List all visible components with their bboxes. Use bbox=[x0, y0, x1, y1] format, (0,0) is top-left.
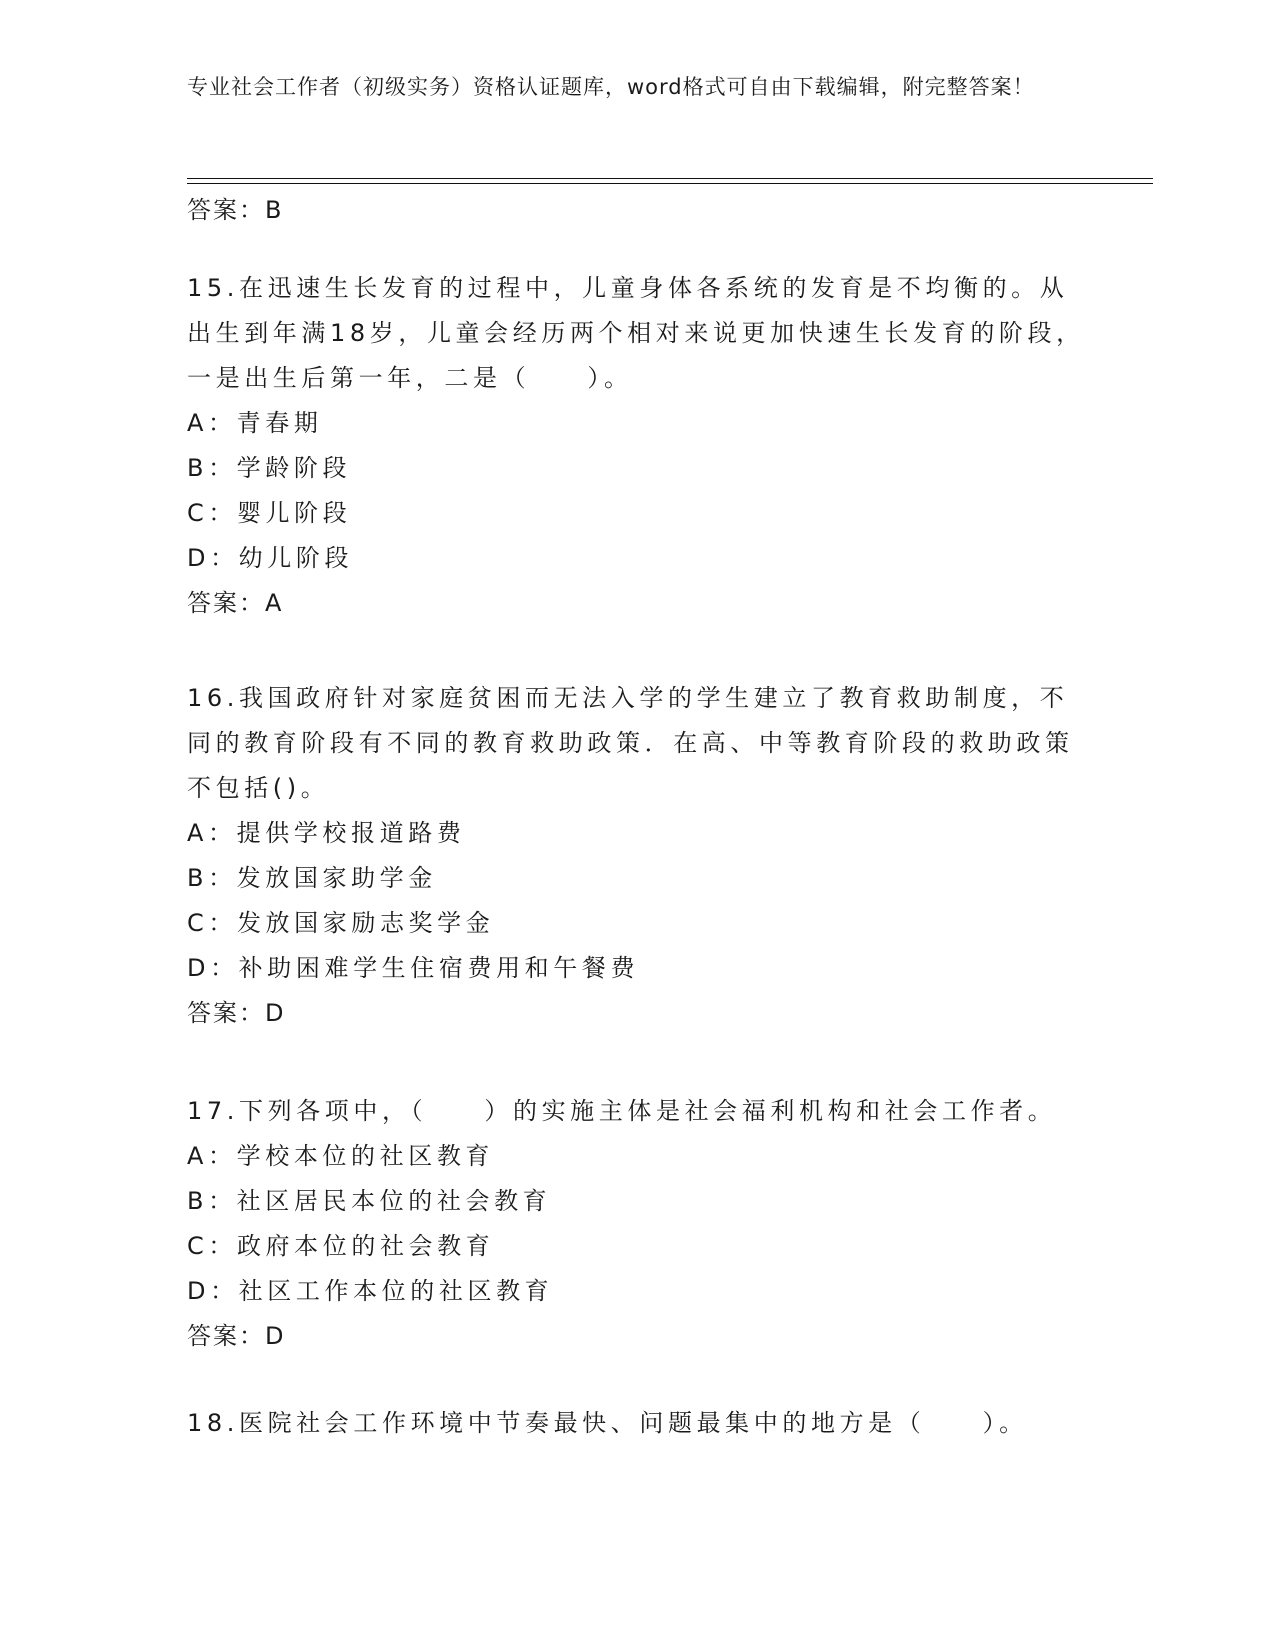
option-a: A：青春期 bbox=[187, 409, 323, 437]
answer-line: 答案：A bbox=[187, 589, 284, 617]
option-c: C：政府本位的社会教育 bbox=[187, 1232, 495, 1260]
header-divider-secondary bbox=[187, 183, 1153, 184]
question-stem: 18.医院社会工作环境中节奏最快、问题最集中的地方是（ ）。 bbox=[187, 1409, 1028, 1437]
page-header: 专业社会工作者（初级实务）资格认证题库，word格式可自由下载编辑，附完整答案！ bbox=[187, 75, 1035, 99]
question-stem: 16.我国政府针对家庭贫困而无法入学的学生建立了教育救助制度，不同的教育阶段有不同的教育救助政策．在高、中等教育阶段的救助政策不包括()。 bbox=[187, 684, 1074, 802]
question-17 bbox=[187, 1089, 1087, 1359]
question-16 bbox=[187, 676, 1087, 1036]
previous-answer: 答案：B bbox=[187, 196, 284, 224]
option-b: B：学龄阶段 bbox=[187, 454, 352, 482]
answer-line: 答案：D bbox=[187, 1322, 286, 1350]
option-c: C：婴儿阶段 bbox=[187, 499, 352, 527]
option-d: D：幼儿阶段 bbox=[187, 544, 354, 572]
option-a: A：提供学校报道路费 bbox=[187, 819, 466, 847]
option-d: D：社区工作本位的社区教育 bbox=[187, 1277, 554, 1305]
option-c: C：发放国家励志奖学金 bbox=[187, 909, 495, 937]
option-b: B：社区居民本位的社会教育 bbox=[187, 1187, 552, 1215]
question-stem: 17.下列各项中，（ ）的实施主体是社会福利机构和社会工作者。 bbox=[187, 1097, 1057, 1125]
question-15 bbox=[187, 266, 1087, 626]
question-18 bbox=[187, 1401, 1087, 1446]
answer-line: 答案：D bbox=[187, 999, 286, 1027]
option-d: D：补助困难学生住宿费用和午餐费 bbox=[187, 954, 640, 982]
header-divider bbox=[187, 178, 1153, 179]
option-a: A：学校本位的社区教育 bbox=[187, 1142, 495, 1170]
question-stem: 15.在迅速生长发育的过程中，儿童身体各系统的发育是不均衡的。从出生到年满18岁，儿童会经历两个相对来说更加快速生长发育的阶段，一是出生后第一年，二是（ ）。 bbox=[187, 274, 1085, 392]
option-b: B：发放国家助学金 bbox=[187, 864, 437, 892]
